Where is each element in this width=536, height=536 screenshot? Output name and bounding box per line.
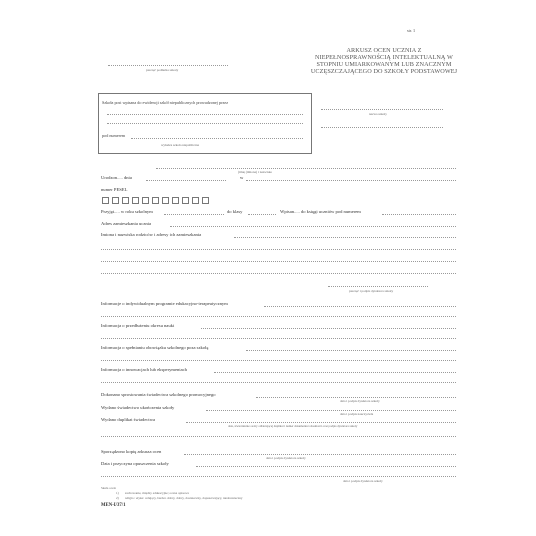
registry-text: Szkoła post wpisana do ewidencji szkół niepublicznych prowadzonej przez — [102, 100, 229, 105]
issued-cert-caption: data i podpis dyrektora szkoły — [340, 399, 380, 403]
issued-cert-label: Dokonano sprostowania świadectwa szkolnego promocyjnego — [101, 392, 216, 397]
copy-line — [184, 454, 456, 455]
extension-line-2 — [101, 338, 456, 339]
registry-box — [98, 93, 312, 154]
document-sheet — [66, 0, 462, 536]
pesel-label: numer PESEL — [101, 187, 128, 192]
final-cert-line — [206, 410, 456, 411]
individual-program-label: Informacje o indywidualnym programie edukacyjno-terapeutycznym — [101, 301, 228, 306]
leave-date-label: Data i przyczyna opuszczenia szkoły — [101, 461, 169, 466]
registry-number-label: pod numerem — [102, 133, 126, 138]
registry-caption: wyłudza szkoła niepubliczna — [161, 143, 200, 147]
extension-label: Informacja o przedłużeniu okresu nauki — [101, 323, 175, 328]
parents-label: Imiona i nazwiska rodziców i adresy ich zamieszkania — [101, 232, 202, 237]
pesel-digit-box — [162, 197, 169, 204]
final-cert-caption: data i podpis nauczyciela — [340, 412, 374, 416]
parents-line-2 — [101, 249, 456, 250]
note-1: zachowanie, między edukacyjne; ocena opisowa — [125, 491, 189, 495]
director-sign-line — [328, 286, 428, 287]
address-label: Adres zamieszkania ucznia — [101, 221, 151, 226]
copy-label: Sporządzono kopię arkusza ocen — [101, 449, 162, 454]
parents-line-1 — [234, 237, 456, 238]
individual-program-line — [264, 306, 456, 307]
leave-date-caption: data i podpis dyrektora szkoły — [343, 479, 383, 483]
leave-date-line — [196, 466, 456, 467]
pesel-digit-box — [202, 197, 209, 204]
note-2-number: 2) — [116, 496, 119, 500]
stamp-line — [108, 65, 228, 66]
pesel-digit-box — [192, 197, 199, 204]
born-place-line — [246, 180, 456, 181]
admitted-year-line — [164, 214, 224, 215]
note-1-number: 1) — [116, 491, 119, 495]
admitted-label: Przyjęt..... w roku szkolnym — [101, 209, 153, 214]
grade-line — [248, 214, 276, 215]
registry-number-text: Wpisan..... do księgi uczniów pod numerem — [280, 209, 361, 214]
final-cert-label: Wydano świadectwo ukończenia szkoły — [101, 405, 175, 410]
born-label: Urodzon..... dnia — [101, 175, 132, 180]
pesel-digit-box — [132, 197, 139, 204]
innovations-line — [214, 372, 456, 373]
born-w: w — [240, 175, 244, 180]
parents-line-4 — [101, 273, 456, 274]
form-code: MEN-I/37/1 — [101, 503, 126, 508]
issued-cert-line — [256, 397, 456, 398]
pesel-digit-box — [172, 197, 179, 204]
note-2: religia / etyka: celujący, bardzo dobry, dobry, dostateczny, dopuszczający, niedostateczny — [125, 496, 243, 500]
innovations-line-2 — [101, 382, 456, 383]
name-line — [156, 168, 456, 169]
grade-label: do klasy — [227, 209, 243, 214]
duplicate-line — [186, 422, 456, 423]
born-date-line — [146, 180, 226, 181]
document-title: ARKUSZ OCEN UCZNIA Z NIEPEŁNOSPRAWNOŚCIĄ INTELEKTUALNĄ W STOPNIU UMIARKOWANYM LUB ZNACZNYM UCZĘSZCZAJĄCEGO DO SZKOŁY PODSTAWOWEJ — [310, 47, 458, 75]
registry-entry-line — [382, 214, 456, 215]
school-name-caption: nazwa szkoły — [369, 112, 387, 116]
page-number: str. 1 — [407, 28, 416, 33]
duplicate-label: Wydano duplikat świadectwa — [101, 417, 156, 422]
individual-program-line-2 — [101, 316, 456, 317]
school-name-line-2 — [321, 127, 443, 128]
compulsory-label: Informacja o spełnianiu obowiązku szkolnego poza szkołą — [101, 345, 209, 350]
stamp-caption: pieczęć podłużna szkoły — [146, 68, 179, 72]
director-caption: pieczęć i podpis dyrektora szkoły — [349, 289, 394, 293]
leave-date-line-2 — [101, 476, 456, 477]
registry-line-2 — [107, 123, 303, 124]
parents-line-3 — [101, 261, 456, 262]
address-line — [170, 226, 456, 227]
innovations-label: Informacja o innowacjach lub eksperymentach — [101, 367, 187, 372]
pesel-digit-box — [122, 197, 129, 204]
pesel-digit-box — [112, 197, 119, 204]
extension-line — [201, 328, 456, 329]
compulsory-line — [246, 350, 456, 351]
registry-number-line — [131, 138, 303, 139]
pesel-digit-box — [182, 197, 189, 204]
pesel-digit-box — [152, 197, 159, 204]
pesel-digit-box — [102, 197, 109, 204]
name-caption: (imię (imiona) i nazwisko — [238, 170, 273, 174]
copy-caption: data i podpis dyrektora szkoły — [266, 456, 306, 460]
compulsory-line-2 — [101, 360, 456, 361]
pesel-digit-box — [142, 197, 149, 204]
duplicate-line-2 — [101, 436, 456, 437]
registry-line-1 — [107, 114, 303, 115]
duplicate-caption: data, stwierdzenie osoby odbierającej duplikat i numer dokumentu tożsamości oraz podpis dyrektora szkoły — [228, 424, 358, 428]
school-name-line — [321, 109, 443, 110]
notes-title: Skala ocen: — [101, 486, 117, 490]
